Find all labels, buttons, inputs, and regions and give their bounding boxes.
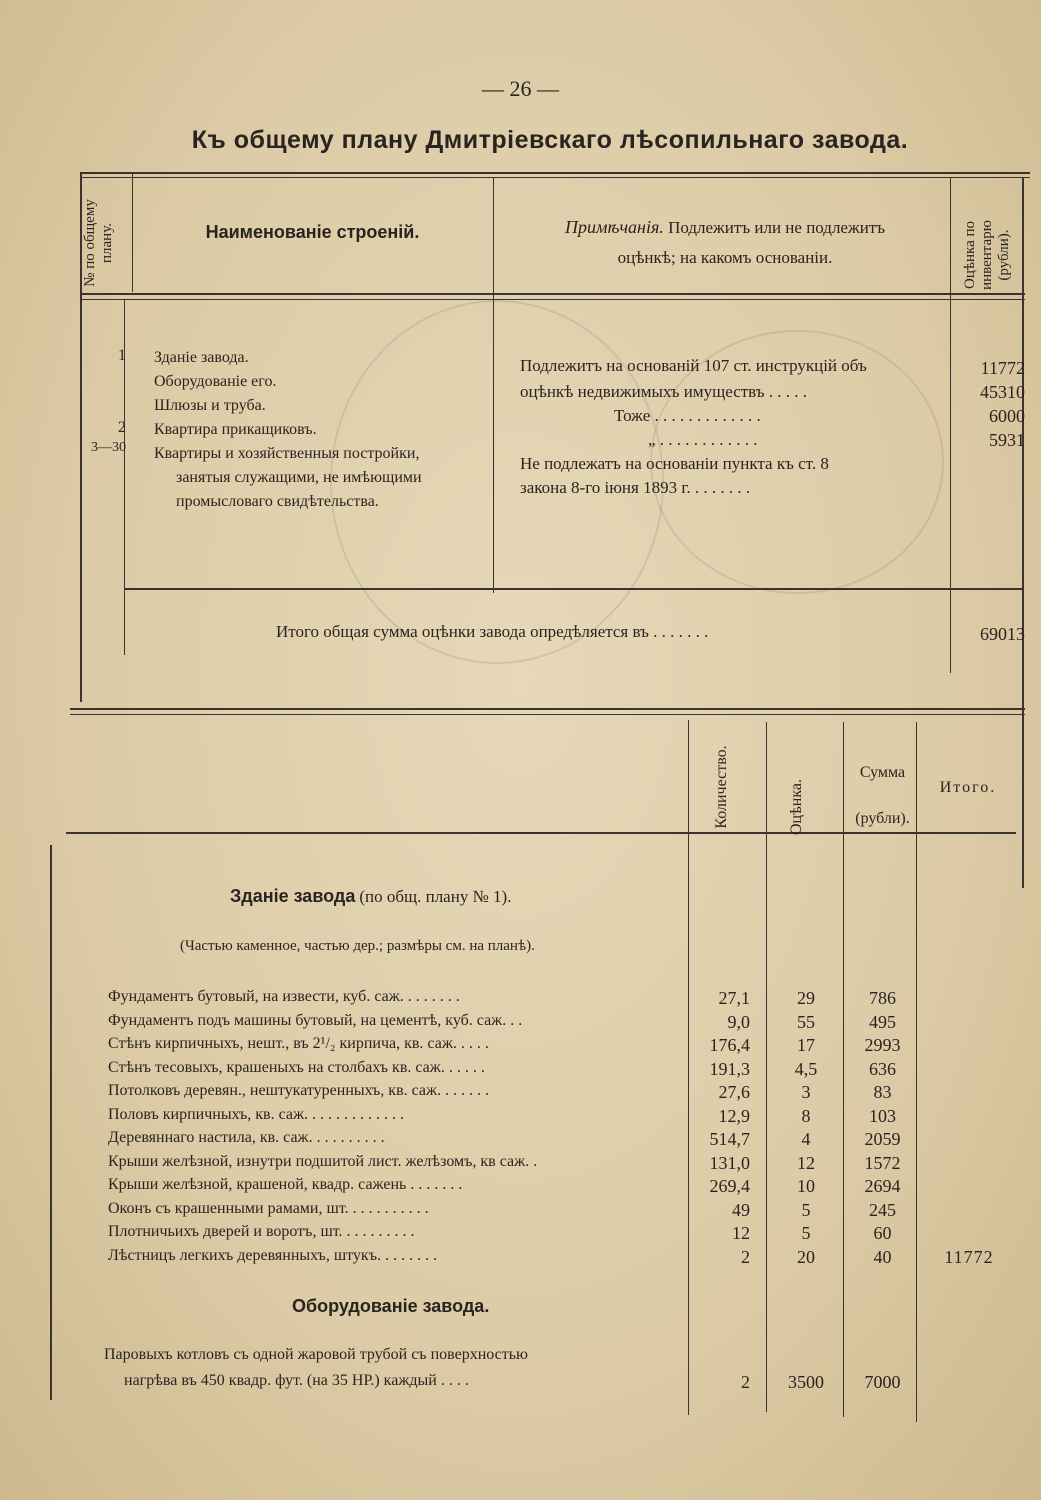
- header-note-line2: оцѣнкѣ; на какомъ основаніи.: [617, 248, 833, 267]
- lower-left-border: [50, 845, 52, 1400]
- col-divider: [950, 178, 951, 673]
- row-sum: 636: [869, 1059, 896, 1079]
- row-sum: 103: [869, 1106, 896, 1126]
- lower-table-top-rule: [70, 708, 1025, 710]
- lower-table-top-rule-2: [70, 714, 1025, 715]
- building-note: Подлежитъ на основаній 107 ст. инструкцій объ: [520, 356, 867, 375]
- row-qty: 131,0: [709, 1153, 750, 1173]
- building-value: 6000: [989, 406, 1025, 426]
- row-label: Деревяннаго настила, кв. саж. . . . . . . . . .: [108, 1129, 385, 1146]
- row-sum: 40: [873, 1247, 892, 1267]
- building-name: занятыя служащими, не имѣющими: [176, 469, 422, 486]
- row-total: 11772: [944, 1247, 994, 1267]
- lower-header-sum-1: Сумма: [859, 764, 906, 781]
- section2-row-line2: нагрѣва въ 450 квадр. фут. (на 35 НР.) каждый . . . .: [124, 1372, 469, 1389]
- lower-header-est: Оцѣнка.: [788, 779, 805, 835]
- building-number: 3—30: [91, 440, 126, 455]
- col-divider: [132, 172, 133, 292]
- total-rule: [124, 588, 1024, 590]
- row-label: Фундаментъ бутовый, на извести, куб. саж. . . . . . . .: [108, 988, 460, 1005]
- header-col-note: [500, 212, 950, 273]
- building-note: Не подлежатъ на основаніи пункта къ ст. 8: [520, 454, 829, 473]
- row-qty: 12,9: [718, 1106, 750, 1126]
- building-value: 5931: [989, 430, 1025, 450]
- building-name: Шлюзы и труба.: [154, 397, 266, 414]
- row-qty: 12: [732, 1223, 750, 1243]
- row-est: 5: [801, 1223, 811, 1243]
- building-value: 11772: [980, 358, 1025, 378]
- building-name: Оборудованіе его.: [154, 373, 277, 390]
- row-sum: 83: [873, 1082, 892, 1102]
- row-est: 3: [801, 1082, 811, 1102]
- row-est: 4: [801, 1129, 811, 1149]
- row-est: 12: [797, 1153, 815, 1173]
- row-sum: 1572: [864, 1153, 901, 1173]
- row-label: Лѣстницъ легкихъ деревянныхъ, штукъ. . . . . . . .: [108, 1247, 437, 1264]
- row-sum: 60: [873, 1223, 892, 1243]
- row-sum: 2059: [864, 1129, 901, 1149]
- col-divider: [493, 178, 494, 593]
- row-qty: 49: [732, 1200, 750, 1220]
- header-col-number: № по общему плану.: [82, 199, 115, 287]
- row-qty: 514,7: [709, 1129, 750, 1149]
- row-label: Плотничьихъ дверей и воротъ, шт. . . . . . . . . .: [108, 1223, 415, 1240]
- header-note-italic: Примѣчанія.: [564, 217, 664, 237]
- row-est: 55: [797, 1012, 815, 1032]
- row-qty: 9,0: [727, 1012, 750, 1032]
- building-value: 45310: [980, 382, 1025, 402]
- row-est: 20: [797, 1247, 815, 1267]
- lower-header-sum: [845, 750, 920, 842]
- row-sum: 245: [869, 1200, 896, 1220]
- page-number: — 26 —: [482, 76, 559, 101]
- row-label: Крыши желѣзной, изнутри подшитой лист. желѣзомъ, кв саж. .: [108, 1153, 538, 1170]
- lower-header-qty: Количество.: [713, 745, 730, 829]
- lower-col-divider: [843, 722, 844, 1417]
- section2-sum: 7000: [864, 1372, 901, 1392]
- building-note: оцѣнкѣ недвижимыхъ имуществъ . . . . .: [520, 382, 808, 401]
- header-col-name: Наименованіе строеній.: [205, 222, 420, 242]
- row-label: Половъ кирпичныхъ, кв. саж. . . . . . . . . . . . .: [108, 1106, 405, 1123]
- row-sum: 2993: [864, 1035, 901, 1055]
- lower-col-divider: [688, 720, 689, 1415]
- row-label: Стѣнъ кирпичныхъ, нешт., въ 2¹/₂ кирпича, кв. саж. . . . .: [108, 1035, 489, 1052]
- building-name: Квартира прикащиковъ.: [154, 421, 317, 438]
- row-est: 17: [797, 1035, 815, 1055]
- header-col-value: Оцѣнка по инвентарю (рубли).: [962, 220, 1012, 290]
- row-label: Крыши желѣзной, крашеной, квадр. сажень . . . . . . .: [108, 1176, 463, 1193]
- building-name: промысловаго свидѣтельства.: [176, 493, 379, 510]
- building-name: Квартиры и хозяйственныя постройки,: [154, 445, 420, 462]
- page-title: Къ общему плану Дмитріевскаго лѣсопильнаго завода.: [191, 126, 909, 154]
- building-number: 2: [118, 419, 126, 436]
- table-top-rule-2: [80, 177, 1030, 178]
- row-est: 4,5: [794, 1059, 818, 1079]
- section2-est: 3500: [788, 1372, 824, 1392]
- row-est: 29: [797, 988, 815, 1008]
- row-label: Фундаментъ подъ машины бутовый, на цементѣ, куб. саж. . .: [108, 1012, 523, 1029]
- section-heading: [230, 886, 511, 907]
- row-qty: 269,4: [709, 1176, 750, 1196]
- lower-header-total: Итого.: [939, 779, 997, 796]
- row-qty: 176,4: [709, 1035, 750, 1055]
- row-qty: 27,6: [718, 1082, 750, 1102]
- building-note: Тоже . . . . . . . . . . . . .: [614, 406, 761, 425]
- section2-qty: 2: [741, 1372, 750, 1392]
- row-label: Оконъ съ крашенными рамами, шт. . . . . . . . . . .: [108, 1200, 429, 1217]
- total-value: 69013: [980, 624, 1025, 644]
- row-sum: 786: [869, 988, 896, 1008]
- header-bottom-rule: [80, 293, 1025, 295]
- row-sum: 495: [869, 1012, 896, 1032]
- row-est: 8: [801, 1106, 811, 1126]
- building-name: Зданіе завода.: [154, 349, 249, 366]
- row-qty: 191,3: [709, 1059, 750, 1079]
- building-note: „ . . . . . . . . . . . .: [648, 430, 758, 449]
- section2-title: Оборудованіе завода.: [292, 1296, 490, 1316]
- row-sum: 2694: [864, 1176, 901, 1196]
- section-title: Зданіе завода: [230, 886, 356, 906]
- table-top-rule: [80, 172, 1030, 174]
- section2-row-line1: Паровыхъ котловъ съ одной жаровой трубой съ поверхностью: [104, 1346, 528, 1363]
- section-title-rest: (по общ. плану № 1).: [359, 887, 512, 906]
- row-est: 10: [797, 1176, 815, 1196]
- header-note-line1: Подлежитъ или не подлежитъ: [668, 218, 886, 237]
- lower-header-sum-2: (рубли).: [855, 810, 910, 827]
- building-note: закона 8-го іюня 1893 г. . . . . . . .: [520, 478, 751, 497]
- total-label: Итого общая сумма оцѣнки завода опредѣляется въ . . . . . . .: [276, 622, 709, 641]
- row-qty: 27,1: [718, 988, 750, 1008]
- lower-col-divider: [766, 722, 767, 1412]
- row-label: Потолковъ деревян., нештукатуренныхъ, кв. саж. . . . . . .: [108, 1082, 490, 1099]
- building-number: 1: [118, 347, 126, 364]
- section-subtitle: (Частью каменное, частью дер.; размѣры см. на планѣ).: [180, 938, 535, 954]
- row-qty: 2: [741, 1247, 750, 1267]
- row-est: 5: [801, 1200, 811, 1220]
- header-bottom-rule-2: [80, 299, 1025, 300]
- row-label: Стѣнъ тесовыхъ, крашеныхъ на столбахъ кв. саж. . . . . .: [108, 1059, 485, 1076]
